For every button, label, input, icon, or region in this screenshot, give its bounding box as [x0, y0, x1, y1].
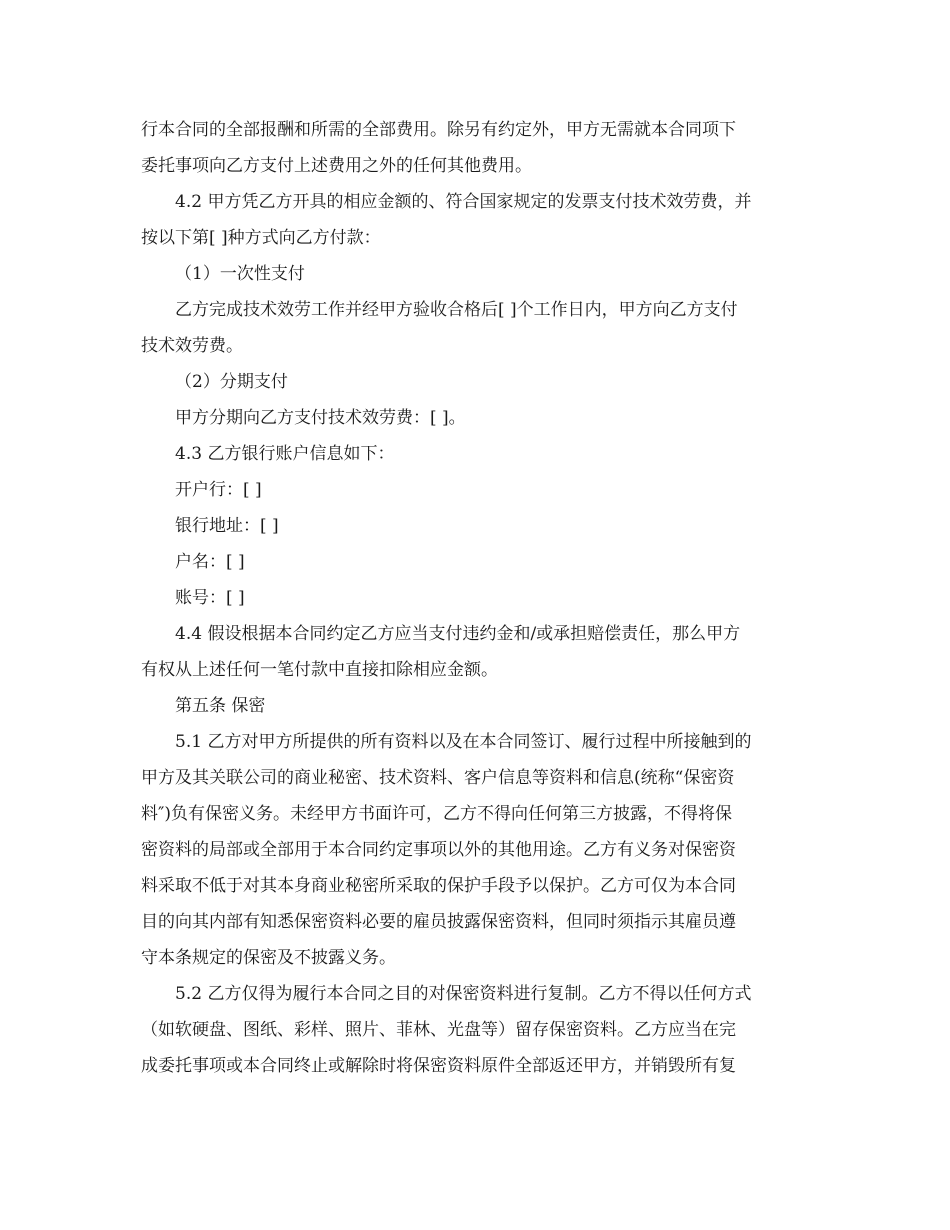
- text-line: 甲方分期向乙方支付技术效劳费：[ ]。: [175, 408, 466, 428]
- paragraph: [141, 112, 811, 184]
- text-line: 账号：[ ]: [175, 588, 245, 608]
- text-line: 密资料的局部或全部用于本合同约定事项以外的其他用途。乙方有义务对保密资: [141, 840, 736, 860]
- text-line: 成委托事项或本合同终止或解除时将保密资料原件全部返还甲方，并销毁所有复: [141, 1056, 736, 1076]
- paragraph: [141, 400, 811, 436]
- text-line: 4.2 甲方凭乙方开具的相应金额的、符合国家规定的发票支付技术效劳费，并: [175, 192, 752, 212]
- text-line: （1）一次性支付: [175, 264, 305, 284]
- paragraph: [141, 256, 811, 292]
- text-line: （如软硬盘、图纸、彩样、照片、菲林、光盘等）留存保密资料。乙方应当在完: [141, 1020, 736, 1040]
- paragraph: [141, 616, 811, 688]
- text-line: 开户行：[ ]: [175, 480, 262, 500]
- paragraph: [141, 544, 811, 580]
- text-line: 料采取不低于对其本身商业秘密所采取的保护手段予以保护。乙方可仅为本合同: [141, 876, 736, 896]
- paragraph: [141, 436, 811, 472]
- text-line: 5.1 乙方对甲方所提供的所有资料以及在本合同签订、履行过程中所接触到的: [175, 732, 752, 752]
- paragraph: [141, 184, 811, 256]
- text-line: 有权从上述任何一笔付款中直接扣除相应金额。: [141, 660, 498, 680]
- text-line: 行本合同的全部报酬和所需的全部费用。除另有约定外，甲方无需就本合同项下: [141, 120, 736, 140]
- text-line: 5.2 乙方仅得为履行本合同之目的对保密资料进行复制。乙方不得以任何方式: [175, 984, 752, 1004]
- paragraph: [141, 292, 811, 364]
- paragraph: [141, 508, 811, 544]
- document-body: [141, 112, 811, 1084]
- text-line: 乙方完成技术效劳工作并经甲方验收合格后[ ]个工作日内，甲方向乙方支付: [175, 300, 738, 320]
- paragraph: [141, 580, 811, 616]
- text-line: 按以下第[ ]种方式向乙方付款：: [141, 228, 381, 248]
- paragraph: [141, 472, 811, 508]
- text-line: （2）分期支付: [175, 372, 288, 392]
- text-line: 户名：[ ]: [175, 552, 245, 572]
- text-line: 技术效劳费。: [141, 336, 243, 356]
- text-line: 委托事项向乙方支付上述费用之外的任何其他费用。: [141, 156, 532, 176]
- text-line: 4.3 乙方银行账户信息如下：: [175, 444, 395, 464]
- text-line: 第五条 保密: [175, 696, 266, 716]
- text-line: 甲方及其关联公司的商业秘密、技术资料、客户信息等资料和信息(统称“保密资: [141, 768, 735, 788]
- paragraph: [141, 364, 811, 400]
- paragraph: [141, 976, 811, 1084]
- text-line: 银行地址：[ ]: [175, 516, 279, 536]
- text-line: 料″)负有保密义务。未经甲方书面许可，乙方不得向任何第三方披露，不得将保: [141, 804, 732, 824]
- text-line: 目的向其内部有知悉保密资料必要的雇员披露保密资料，但同时须指示其雇员遵: [141, 912, 736, 932]
- paragraph: [141, 688, 811, 724]
- text-line: 4.4 假设根据本合同约定乙方应当支付违约金和/或承担赔偿责任，那么甲方: [175, 624, 741, 644]
- text-line: 守本条规定的保密及不披露义务。: [141, 948, 396, 968]
- paragraph: [141, 724, 811, 976]
